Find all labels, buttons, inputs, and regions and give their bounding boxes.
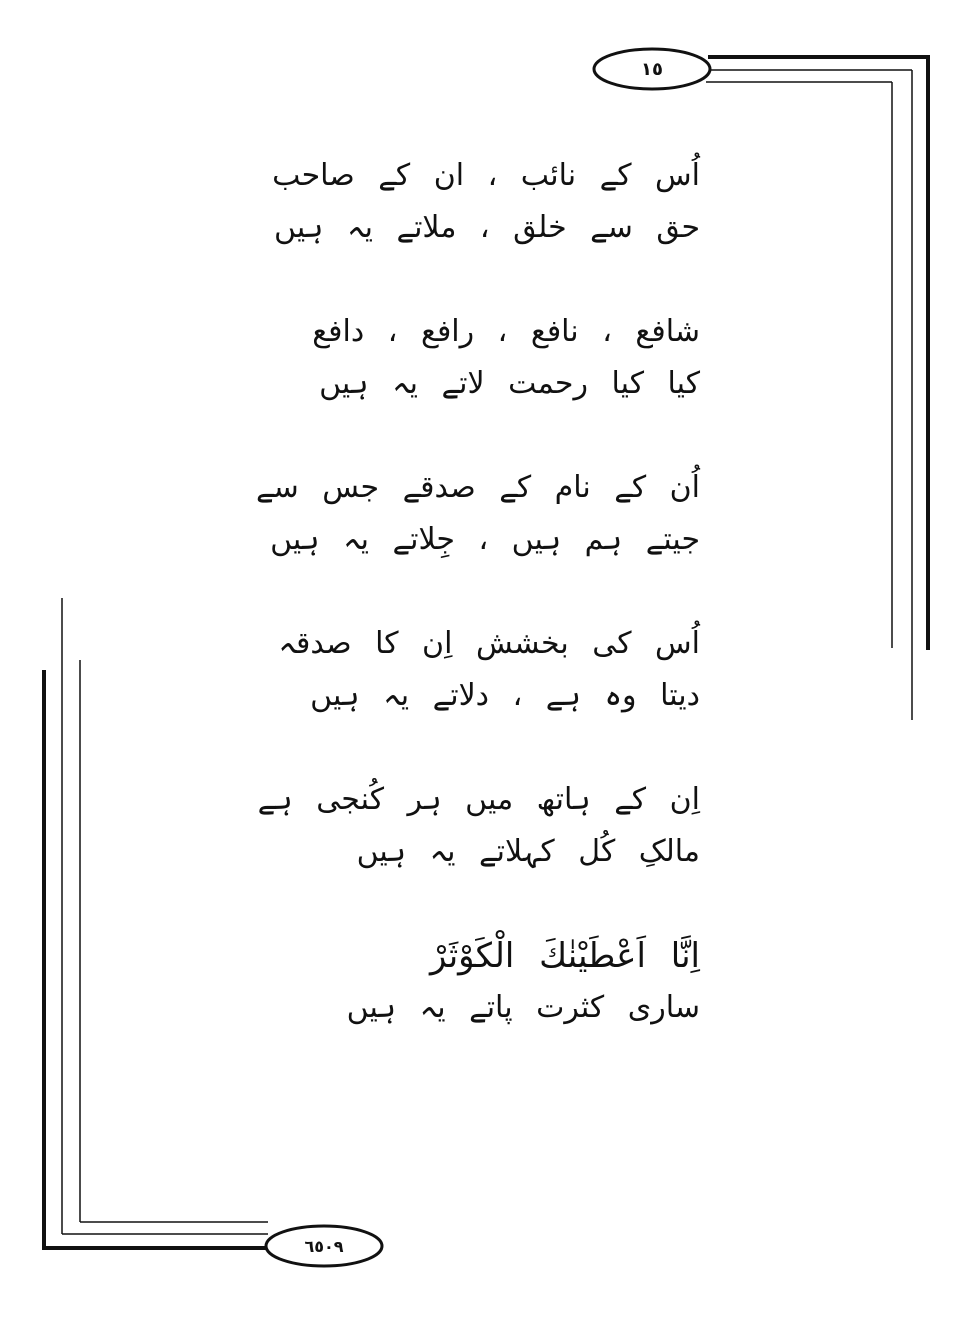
- stanza-1: [272, 150, 700, 254]
- poem-line: ساری کثرت پاتے یہ ہیں: [346, 990, 700, 1025]
- stanza-4: [280, 618, 700, 722]
- poem-line: اُن کے نام کے صدقے جس سے: [255, 470, 700, 505]
- stanza-3: [255, 462, 700, 566]
- poem-line: حق سے خلق ، ملاتے یہ ہیں: [274, 210, 700, 245]
- frame-top-right: [706, 55, 928, 720]
- poem-line: اُس کے نائب ، ان کے صاحب: [272, 158, 700, 193]
- poem-line: مالکِ کُل کہلاتے یہ ہیں: [356, 834, 700, 869]
- page-number-bottom: ٦٥٠٩: [304, 1236, 344, 1256]
- poem-line: شافع ، نافع ، رافع ، دافع: [312, 314, 700, 349]
- poem-line: اِن کے ہاتھ میں ہر کُنجی ہے: [257, 782, 700, 817]
- frame-bottom-left: [44, 598, 268, 1250]
- stanza-6: [280, 930, 700, 1034]
- stanza-5: [257, 774, 700, 878]
- poem-line-quranic: اِنَّا اَعْطَيْنٰكَ الْكَوْثَرْ: [429, 936, 700, 976]
- poem-line: کیا کیا رحمت لاتے یہ ہیں: [319, 366, 700, 401]
- poem-line: اُس کی بخشش اِن کا صدقہ: [278, 626, 700, 661]
- stanza-2: [280, 306, 700, 410]
- poem-line: دیتا وہ ہے ، دلاتے یہ ہیں: [310, 678, 700, 713]
- page-number-top: ١٥: [641, 58, 663, 80]
- poem-line: جیتے ہم ہیں ، جِلاتے یہ ہیں: [270, 522, 700, 557]
- poem: [255, 150, 700, 1086]
